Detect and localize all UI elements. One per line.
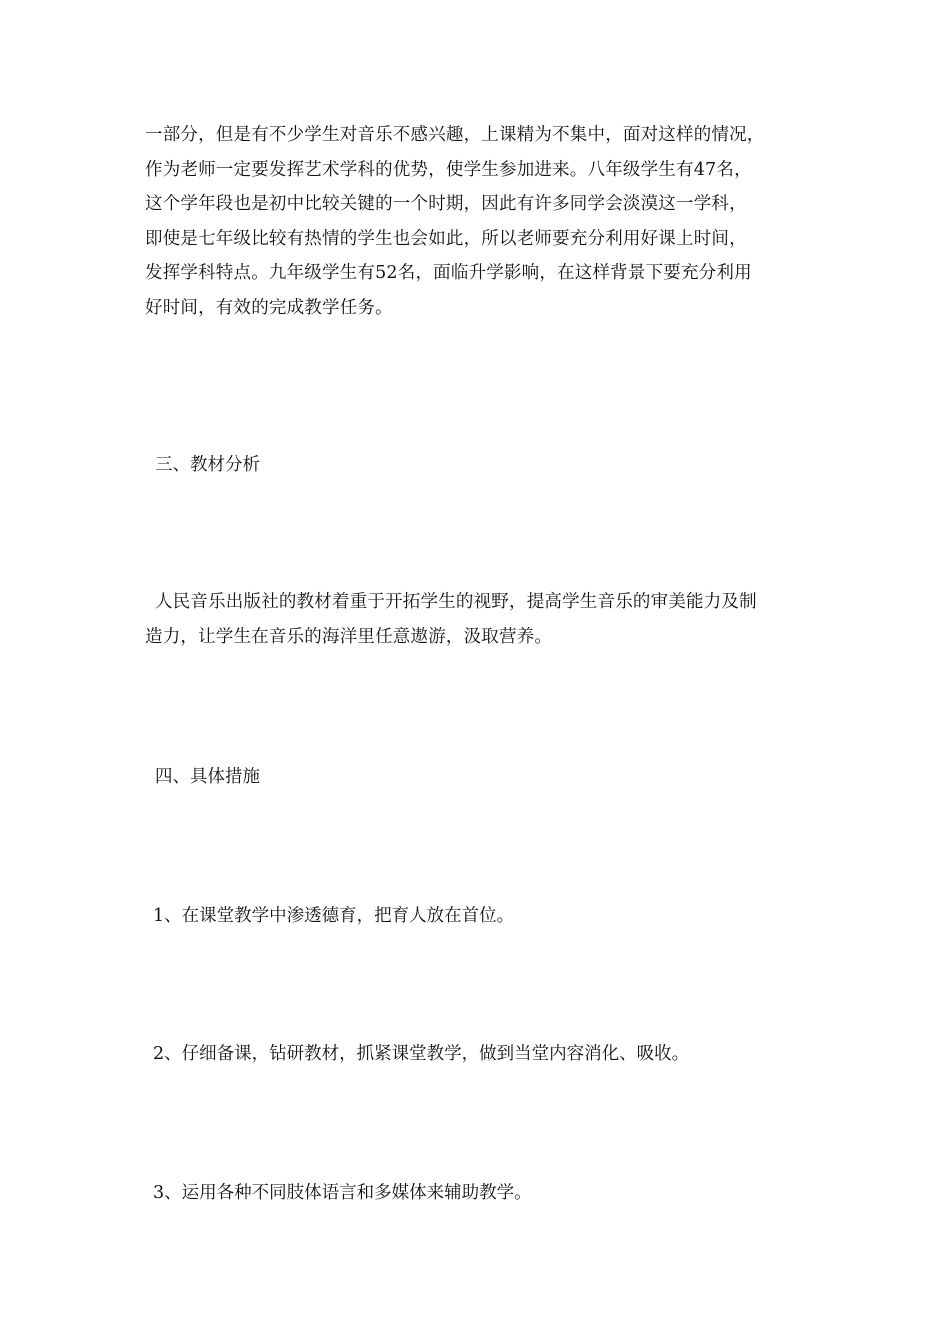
paragraph-line: 一部分，但是有不少学生对音乐不感兴趣，上课精为不集中，面对这样的情况， bbox=[145, 125, 765, 145]
measure-item: 2、仔细备课，钻研教材，抓紧课堂教学，做到当堂内容消化、吸收。 bbox=[153, 1044, 690, 1064]
section-heading-specific-measures: 四、具体措施 bbox=[155, 767, 260, 787]
paragraph-line: 发挥学科特点。九年级学生有52名，面临升学影响，在这样背景下要充分利用 bbox=[145, 263, 752, 283]
intro-paragraph bbox=[145, 118, 825, 325]
paragraph-line: 即使是七年级比较有热情的学生也会如此，所以老师要充分利用好课上时间， bbox=[145, 228, 747, 249]
paragraph-line: 造力，让学生在音乐的海洋里任意遨游，汲取营养。 bbox=[145, 627, 553, 647]
paragraph-line: 好时间，有效的完成教学任务。 bbox=[145, 297, 393, 318]
measure-item: 3、运用各种不同肢体语言和多媒体来辅助教学。 bbox=[153, 1183, 532, 1203]
textbook-analysis-paragraph bbox=[145, 585, 835, 655]
paragraph-line: 这个学年段也是初中比较关键的一个时期，因此有许多同学会淡漠这一学科， bbox=[145, 194, 747, 214]
paragraph-line: 作为老师一定要发挥艺术学科的优势，使学生参加进来。八年级学生有47名， bbox=[145, 159, 752, 180]
section-heading-textbook-analysis: 三、教材分析 bbox=[155, 455, 260, 475]
measure-item: 1、在课堂教学中渗透德育，把育人放在首位。 bbox=[153, 906, 515, 926]
paragraph-line: 人民音乐出版社的教材着重于开拓学生的视野，提高学生音乐的审美能力及制 bbox=[155, 592, 757, 612]
